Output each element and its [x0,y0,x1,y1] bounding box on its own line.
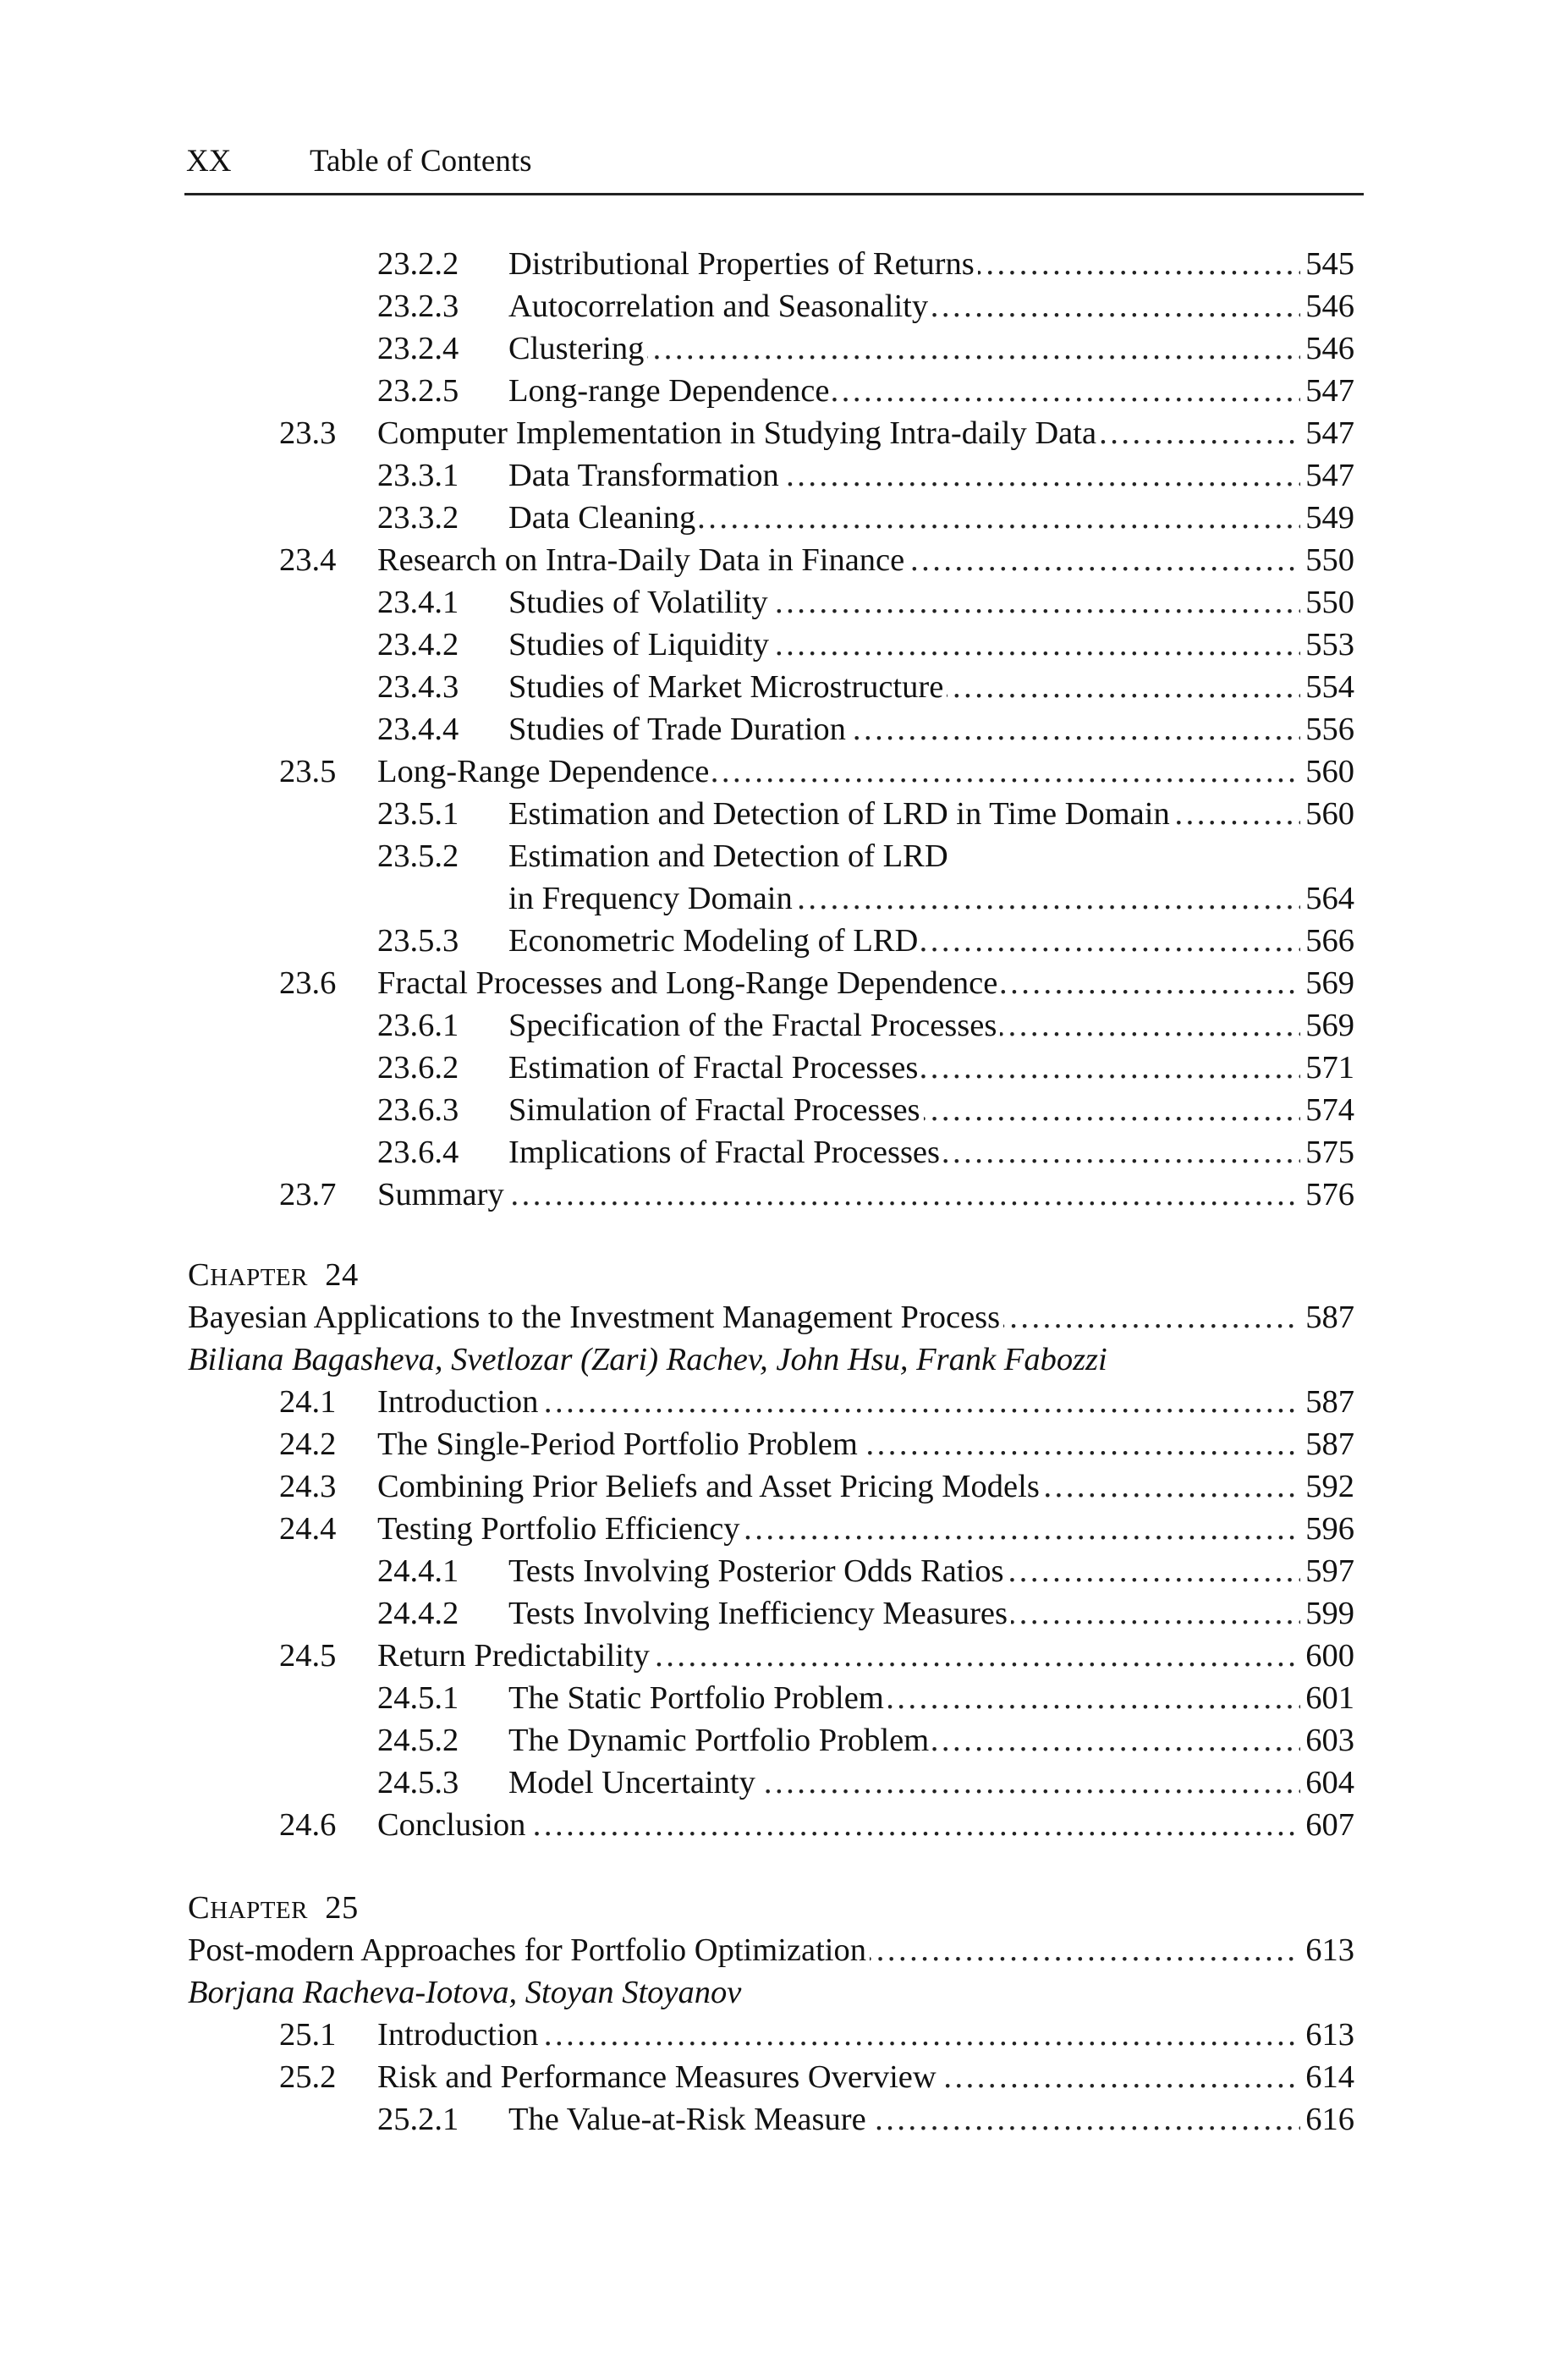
toc-page: 607 [1300,1802,1354,1848]
toc-number: 23.4.3 [377,669,459,705]
toc-entry[interactable] [508,1760,1354,1806]
toc-page: 553 [1300,622,1354,668]
toc-entry[interactable] [508,368,1354,414]
toc-title: Studies of Volatility [508,585,772,620]
toc-number: 23.6.3 [377,1092,459,1128]
toc-title: Conclusion [377,1807,529,1843]
toc-page: 574 [1300,1087,1354,1133]
toc-entry[interactable] [508,791,1354,837]
toc-page: 545 [1300,241,1354,287]
toc-number: 24.5 [279,1638,337,1674]
toc-page: 549 [1300,495,1354,541]
toc-page: 599 [1300,1591,1354,1636]
toc-entry[interactable] [508,1591,1354,1636]
toc-title: Testing Portfolio Efficiency [377,1511,744,1547]
toc-number: 24.1 [279,1384,337,1420]
toc-number: 23.3.1 [377,458,459,493]
toc-page: 554 [1300,664,1354,710]
toc-number: 23.5.1 [377,796,459,832]
toc-entry[interactable] [508,918,1354,964]
toc-page: 592 [1300,1464,1354,1509]
toc-entry[interactable] [508,1003,1354,1048]
toc-entry[interactable] [377,1633,1354,1679]
toc-number: 25.2 [279,2059,337,2095]
toc-number: 24.6 [279,1807,337,1843]
chapter-label-rest: HAPTER [210,1264,308,1291]
toc-entry[interactable] [377,1802,1354,1848]
toc-page: 604 [1300,1760,1354,1806]
chapter-label-cap: C [188,1257,211,1293]
toc-page: 547 [1300,410,1354,456]
toc-entry[interactable] [508,622,1354,668]
toc-page: 601 [1300,1675,1354,1721]
toc-page: 596 [1300,1506,1354,1552]
toc-title: Data Transformation [508,458,783,493]
toc-page: 547 [1300,368,1354,414]
toc-number: 23.5 [279,754,337,789]
toc-title: Introduction [377,2017,541,2053]
toc-title: The Single-Period Portfolio Problem [377,1426,861,1462]
toc-title: Tests Involving Inefficiency Measures [508,1596,1011,1631]
toc-number: 24.3 [279,1469,337,1504]
toc-number: 25.2.1 [377,2102,459,2137]
toc-title-continued: in Frequency Domain [508,881,796,916]
toc-entry[interactable] [377,1421,1354,1467]
toc-number: 23.6.4 [377,1135,459,1170]
toc-number: 23.5.3 [377,923,459,959]
toc-title: Estimation of Fractal Processes [508,1050,921,1086]
toc-number: 25.1 [279,2017,337,2053]
toc-page: 571 [1300,1045,1354,1091]
toc-entry[interactable] [508,326,1354,371]
toc-entry[interactable] [377,749,1354,794]
toc-title: Autocorrelation and Seasonality [508,289,931,324]
toc-page: 587 [1300,1294,1354,1340]
toc-entry[interactable] [508,495,1354,541]
toc-title: Introduction [377,1384,541,1420]
toc-number: 23.5.2 [377,838,459,874]
toc-number: 23.6.2 [377,1050,459,1086]
toc-title: Distributional Properties of Returns [508,246,978,282]
chapter-number: 25 [325,1890,359,1926]
toc-entry[interactable] [508,283,1354,329]
toc-title: Summary [377,1177,508,1212]
toc-entry[interactable] [508,1718,1354,1763]
toc-number: 24.4.1 [377,1553,459,1589]
toc-number: 24.5.3 [377,1765,459,1800]
toc-entry[interactable] [377,2012,1354,2058]
chapter-title-entry[interactable] [188,1294,1354,1340]
toc-page: 613 [1300,2012,1354,2058]
toc-number: 23.7 [279,1177,337,1212]
toc-number: 24.5.1 [377,1680,459,1716]
toc-entry[interactable] [377,537,1354,583]
toc-number: 23.6.1 [377,1008,459,1043]
toc-entry[interactable] [508,706,1354,752]
toc-entry[interactable] [377,410,1354,456]
page-number: XX [186,144,232,179]
toc-page: 550 [1300,580,1354,625]
toc-page: 614 [1300,2054,1354,2100]
toc-entry[interactable] [508,1130,1354,1175]
toc-title: Specification of the Fractal Processes [508,1008,1000,1043]
chapter-title: Bayesian Applications to the Investment Management Process [188,1300,1003,1335]
toc-entry[interactable] [508,241,1354,287]
chapter-title: Post-modern Approaches for Portfolio Optimization [188,1932,870,1968]
toc-title: Return Predictability [377,1638,653,1674]
toc-page: 546 [1300,326,1354,371]
toc-title: Combining Prior Beliefs and Asset Pricing Models [377,1469,1043,1504]
toc-page: 560 [1300,791,1354,837]
toc-title: Model Uncertainty [508,1765,759,1800]
toc-page: 616 [1300,2097,1354,2142]
toc-title: Long-range Dependence [508,373,832,409]
toc-number: 23.3 [279,415,337,451]
toc-title: The Dynamic Portfolio Problem [508,1723,932,1758]
toc-page: 597 [1300,1548,1354,1594]
toc-page: 547 [1300,453,1354,498]
toc-title: Tests Involving Posterior Odds Ratios [508,1553,1008,1589]
toc-entry[interactable] [508,1675,1354,1721]
toc-number: 23.2.2 [377,246,459,282]
toc-number: 24.4 [279,1511,337,1547]
toc-title: The Value-at-Risk Measure [508,2102,870,2137]
toc-number: 23.4.4 [377,712,459,747]
toc-page: 613 [1300,1927,1354,1973]
toc-page: 556 [1300,706,1354,752]
toc-entry[interactable] [508,1548,1354,1594]
toc-entry[interactable] [508,2097,1354,2142]
chapter-25-heading [188,1885,359,1933]
toc-entry[interactable] [508,453,1354,498]
chapter-label-cap: C [188,1890,211,1926]
toc-title[interactable]: Estimation and Detection of LRD [508,838,948,874]
toc-title: Fractal Processes and Long-Range Dependence [377,965,1001,1001]
toc-title: Research on Intra-Daily Data in Finance [377,542,908,578]
toc-title: Econometric Modeling of LRD [508,923,921,959]
toc-page: 560 [1300,749,1354,794]
chapter-authors: Borjana Racheva-Iotova, Stoyan Stoyanov [188,1975,742,2010]
toc-page: 603 [1300,1718,1354,1763]
toc-title: Simulation of Fractal Processes [508,1092,924,1128]
toc-page: 566 [1300,918,1354,964]
toc-number: 23.4 [279,542,337,578]
chapter-number: 24 [325,1257,359,1293]
header-rule [184,193,1364,195]
toc-number: 23.2.4 [377,331,459,366]
chapter-title-entry[interactable] [188,1927,1354,1973]
toc-title: Long-Range Dependence [377,754,712,789]
toc-page: 564 [1300,876,1354,921]
toc-title: Data Cleaning [508,500,699,536]
toc-number: 23.3.2 [377,500,459,536]
toc-entry[interactable] [377,2054,1354,2100]
toc-entry[interactable] [508,1045,1354,1091]
toc-title: Computer Implementation in Studying Intra-daily Data [377,415,1100,451]
toc-title: Clustering [508,331,647,366]
toc-page: 600 [1300,1633,1354,1679]
toc-number: 24.4.2 [377,1596,459,1631]
toc-title: Estimation and Detection of LRD in Time Domain [508,796,1173,832]
toc-title: Studies of Liquidity [508,627,772,662]
toc-page: 569 [1300,1003,1354,1048]
toc-page: 569 [1300,960,1354,1006]
toc-title: Implications of Fractal Processes [508,1135,943,1170]
toc-page: 546 [1300,283,1354,329]
chapter-label-rest: HAPTER [210,1897,308,1924]
chapter-authors: Biliana Bagasheva, Svetlozar (Zari) Rachev, John Hsu, Frank Fabozzi [188,1342,1107,1377]
toc-entry[interactable] [377,1379,1354,1425]
running-title: Table of Contents [310,144,532,179]
toc-entry[interactable] [508,876,1354,921]
toc-number: 23.4.1 [377,585,459,620]
toc-title: The Static Portfolio Problem [508,1680,887,1716]
toc-entry[interactable] [377,1172,1354,1217]
toc-page: 575 [1300,1130,1354,1175]
toc-number: 23.2.3 [377,289,459,324]
toc-page: 550 [1300,537,1354,583]
toc-number: 24.5.2 [377,1723,459,1758]
toc-title: Studies of Trade Duration [508,712,849,747]
toc-entry[interactable] [508,664,1354,710]
toc-entry[interactable] [377,1506,1354,1552]
toc-entry[interactable] [377,960,1354,1006]
toc-entry[interactable] [508,1087,1354,1133]
toc-page: 576 [1300,1172,1354,1217]
toc-page: 587 [1300,1421,1354,1467]
toc-number: 24.2 [279,1426,337,1462]
toc-entry[interactable] [508,580,1354,625]
toc-number: 23.4.2 [377,627,459,662]
toc-number: 23.2.5 [377,373,459,409]
toc-entry[interactable] [377,1464,1354,1509]
chapter-24-heading [188,1252,359,1300]
toc-title: Studies of Market Microstructure [508,669,947,705]
toc-number: 23.6 [279,965,337,1001]
toc-title: Risk and Performance Measures Overview [377,2059,940,2095]
toc-page: 587 [1300,1379,1354,1425]
